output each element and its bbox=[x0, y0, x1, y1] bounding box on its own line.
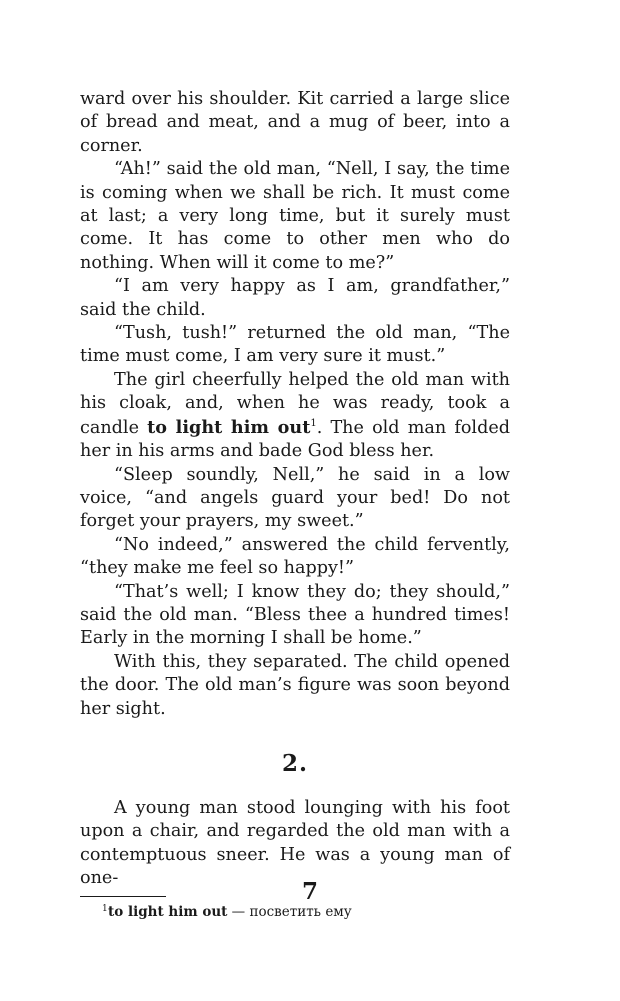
footnote-mark: 1 bbox=[102, 903, 108, 914]
paragraph: With this, they separated. The child opened the door. The old man’s figure was soon beyond her sight. bbox=[80, 651, 510, 719]
book-page bbox=[80, 88, 510, 921]
page-number: 7 bbox=[301, 878, 318, 905]
footnote-reference[interactable]: 1 bbox=[310, 417, 317, 429]
paragraph-text: . The old man folded her in his arms and bade God bless her. bbox=[80, 417, 510, 462]
paragraph: “Sleep soundly, Nell,” he said in a low voice, “and angels guard your bed! Do not forget your prayers, my sweet.” bbox=[80, 464, 510, 532]
paragraph: “Tush, tush!” returned the old man, “The time must come, I am very sure it must.” bbox=[80, 323, 510, 367]
paragraph-text: The girl cheerfully helped the old man with his cloak, and, when he was ready, took a candle bbox=[80, 369, 510, 438]
paragraph: “I am very happy as I am, grandfather,” said the child. bbox=[80, 276, 510, 320]
chapter-heading: 2. bbox=[281, 749, 308, 777]
footnote-term: to light him out bbox=[108, 903, 228, 920]
paragraph: “Ah!” said the old man, “Nell, I say, the time is coming when we shall be rich. It must come at last; a very long time, but it surely must come. It has come to other men who do nothing. When will it come to me?” bbox=[80, 159, 510, 273]
paragraph: “That’s well; I know they do; they should,” said the old man. “Bless thee a hundred times! Early in the morning I shall be home.” bbox=[80, 581, 510, 649]
footnote-translation: — посветить ему bbox=[231, 903, 352, 920]
footnoted-phrase: to light him out bbox=[147, 416, 311, 438]
paragraph: “No indeed,” answered the child fervently, “they make me feel so happy!” bbox=[80, 534, 510, 579]
footnote bbox=[80, 903, 510, 921]
paragraph-with-footnote bbox=[80, 369, 510, 464]
paragraph: ward over his shoulder. Kit carried a large slice of bread and meat, and a mug of beer, into a corner. bbox=[80, 89, 510, 156]
chapter-paragraph: A young man stood lounging with his foot upon a chair, and regarded the old man with a contemptuous sneer. He was a young man of one- bbox=[80, 797, 510, 889]
